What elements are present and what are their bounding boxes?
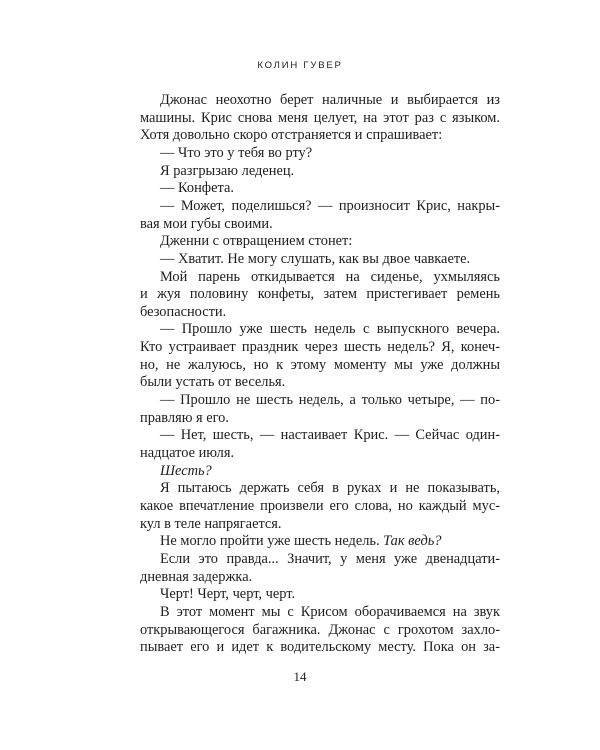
text-line: Я пытаюсь держать себя в руках и не показывать, — [160, 480, 500, 497]
text-line: и жуя половину конфеты, затем пристегивает ремень — [140, 286, 500, 303]
text-line: Джонас неохотно берет наличные и выбирается из — [160, 92, 500, 108]
text-line: — Прошло уже шесть недель с выпускного вечера. — [160, 321, 500, 338]
text-line: вая мои губы своими. — [140, 215, 273, 232]
text-line: — Что это у тебя во рту? — [160, 144, 313, 161]
text-line: открывающегося багажника. Джонас с грохотом захло- — [140, 621, 500, 638]
text-line: Черт! Черт, черт, черт. — [160, 586, 296, 603]
text-line: надцатое июля. — [140, 445, 235, 461]
text-line: Кто устраивает праздник через шесть недель? Я, конеч- — [140, 339, 500, 356]
text-line: были устать от веселья. — [140, 374, 286, 391]
text-line — [140, 533, 500, 551]
text-line: — Конфета. — [160, 180, 234, 197]
text-line: — Нет, шесть, — настаивает Крис. — Сейчас один- — [160, 427, 500, 444]
text-line: — Может, поделишься? — произносит Крис, накры- — [160, 197, 500, 214]
text-line: — Прошло не шесть недель, а только четыре, — по- — [160, 392, 500, 409]
text-line: дневная задержка. — [140, 568, 253, 585]
text-line: машины. Крис снова меня целует, на этот раз с языком. — [140, 109, 500, 126]
text-line: пывает его и идет к водительскому месту. Пока он за- — [140, 639, 500, 656]
page-number: 14 — [293, 669, 307, 684]
text-segment: Не могло пройти уже шесть недель. — [160, 533, 384, 550]
text-line: Мой парень откидывается на сиденье, ухмыляясь — [160, 268, 500, 285]
text-line: какое впечатление произвели его слова, но каждый мус- — [140, 497, 500, 514]
text-line: правляю я его. — [140, 409, 229, 426]
text-segment-italic: Так ведь? — [383, 533, 442, 550]
text-line: Дженни с отвращением стонет: — [160, 233, 353, 250]
text-line-italic: Шесть? — [160, 462, 212, 479]
text-line: Если это правда... Значит, у меня уже двенадцати- — [160, 550, 500, 567]
text-line: кул в теле напрягается. — [140, 515, 282, 532]
text-line: но, не жалуюсь, но к этому моменту мы уже должны — [140, 356, 500, 373]
text-line: — Хватит. Не могу слушать, как вы двое чавкаете. — [160, 250, 471, 267]
text-line: В этот момент мы с Крисом оборачиваемся на звук — [160, 603, 500, 620]
text-line: Я разгрызаю леденец. — [160, 162, 295, 179]
text-line: Хотя довольно скоро отстраняется и спрашивает: — [140, 127, 443, 144]
text-line: безопасности. — [140, 303, 227, 320]
running-head-author: КОЛИН ГУВЕР — [257, 60, 343, 71]
